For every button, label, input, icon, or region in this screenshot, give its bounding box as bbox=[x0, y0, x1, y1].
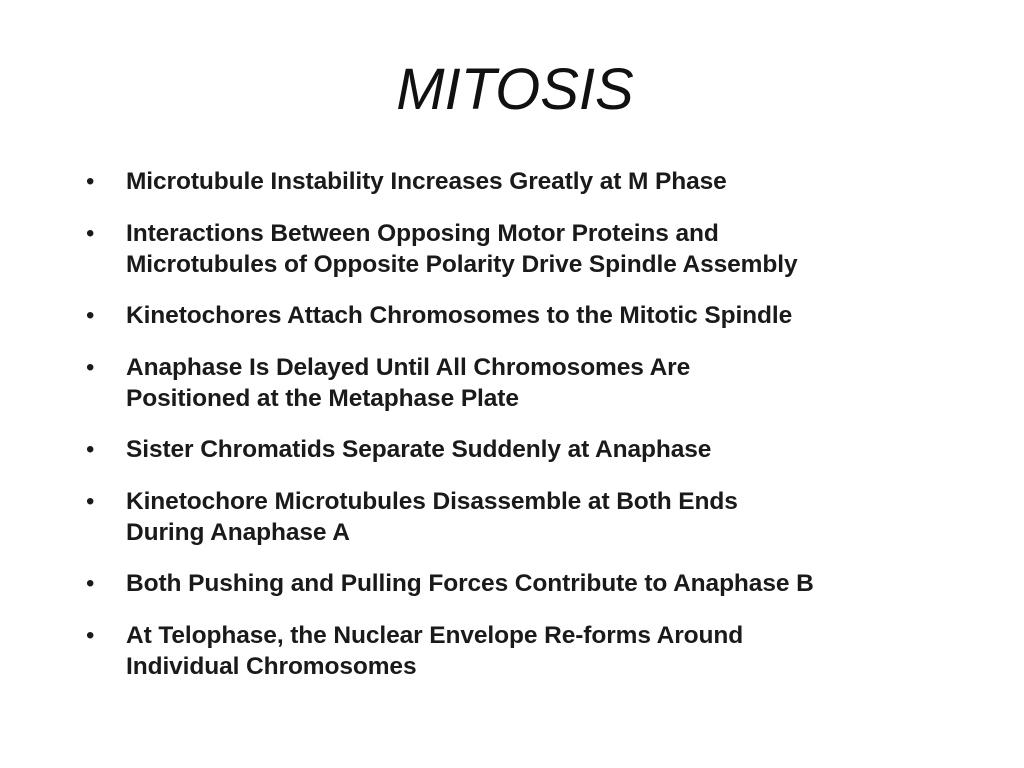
bullet-item bbox=[82, 300, 962, 332]
bullet-line: Microtubule Instability Increases Greatly at M Phase bbox=[126, 168, 727, 195]
bullet-item bbox=[82, 620, 962, 682]
bullet-line: Both Pushing and Pulling Forces Contribute to Anaphase B bbox=[126, 570, 814, 597]
bullet-line: At Telophase, the Nuclear Envelope Re-forms Around bbox=[126, 622, 744, 649]
bullet-list bbox=[82, 166, 962, 702]
bullet-marker: • bbox=[86, 436, 95, 463]
bullet-marker: • bbox=[86, 622, 95, 649]
bullet-line: Kinetochore Microtubules Disassemble at Both Ends bbox=[126, 488, 738, 515]
bullet-marker: • bbox=[86, 354, 95, 381]
bullet-text bbox=[126, 434, 962, 465]
bullet-marker: • bbox=[86, 488, 95, 515]
bullet-line: Sister Chromatids Separate Suddenly at Anaphase bbox=[126, 436, 712, 463]
bullet-item bbox=[82, 166, 962, 198]
bullet-text bbox=[126, 218, 962, 280]
bullet-marker: • bbox=[86, 302, 95, 329]
bullet-line: Kinetochores Attach Chromosomes to the Mitotic Spindle bbox=[126, 302, 793, 329]
bullet-text bbox=[126, 352, 962, 414]
slide-title: MITOSIS bbox=[396, 57, 634, 122]
bullet-text bbox=[126, 568, 962, 599]
bullet-item bbox=[82, 434, 962, 466]
bullet-line: Anaphase Is Delayed Until All Chromosomes Are bbox=[126, 354, 691, 381]
bullet-line: Microtubules of Opposite Polarity Drive Spindle Assembly bbox=[126, 251, 798, 278]
bullet-text bbox=[126, 486, 962, 548]
bullet-marker: • bbox=[86, 570, 95, 597]
bullet-item bbox=[82, 568, 962, 600]
bullet-item bbox=[82, 352, 962, 414]
bullet-marker: • bbox=[86, 168, 95, 195]
bullet-marker: • bbox=[86, 220, 95, 247]
bullet-line: Individual Chromosomes bbox=[126, 653, 417, 680]
bullet-line: Interactions Between Opposing Motor Proteins and bbox=[126, 220, 719, 247]
bullet-item bbox=[82, 218, 962, 280]
bullet-text bbox=[126, 620, 962, 682]
bullet-line: During Anaphase A bbox=[126, 519, 350, 546]
bullet-text bbox=[126, 166, 962, 197]
bullet-text bbox=[126, 300, 962, 331]
bullet-line: Positioned at the Metaphase Plate bbox=[126, 385, 519, 412]
bullet-item bbox=[82, 486, 962, 548]
